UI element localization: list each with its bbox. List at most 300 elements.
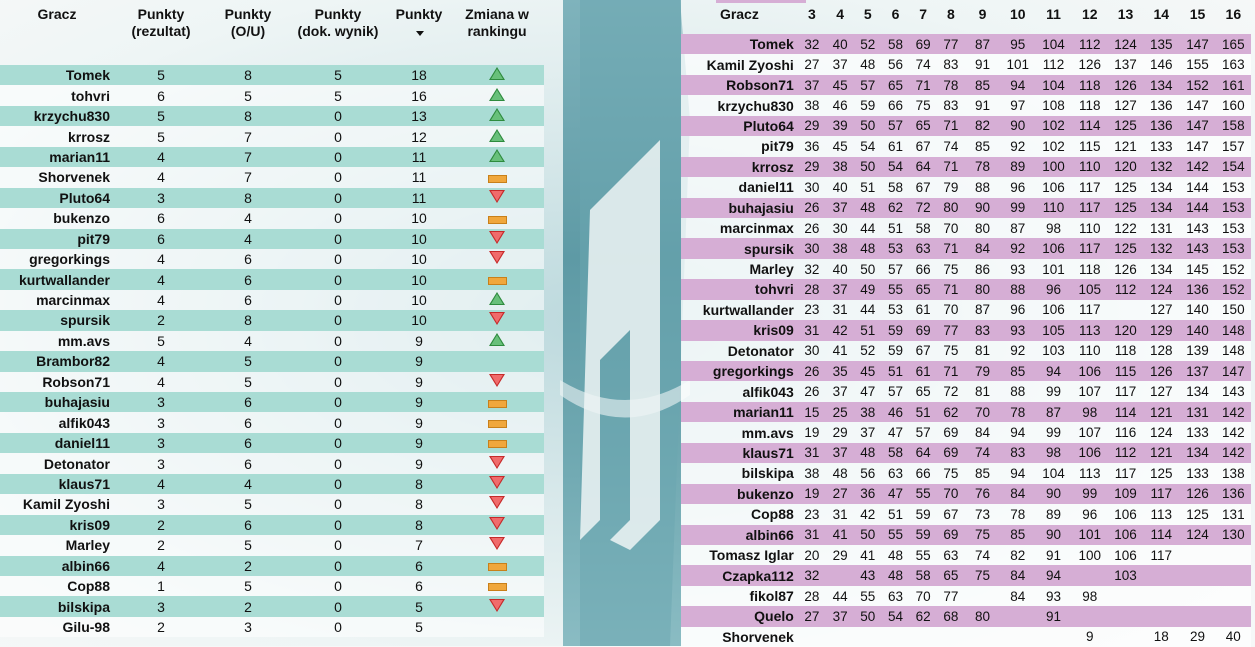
player-name: bilskipa	[681, 463, 798, 483]
cumulative-points-cell: 56	[854, 463, 881, 483]
rank-change	[450, 392, 544, 412]
points-ou: 4	[208, 331, 288, 351]
cumulative-points-cell: 69	[910, 320, 937, 340]
rank-change	[450, 351, 544, 371]
table-row	[0, 126, 544, 146]
cumulative-points-cell: 112	[1072, 34, 1108, 54]
table-row	[681, 116, 1251, 136]
cumulative-points-cell: 25	[826, 402, 854, 422]
points-exact: 0	[288, 229, 388, 249]
cumulative-points-cell: 27	[826, 484, 854, 504]
cumulative-points-cell: 70	[910, 586, 937, 606]
table-row	[0, 351, 544, 371]
cumulative-points-cell: 74	[910, 54, 937, 74]
dash-icon	[488, 563, 507, 571]
cumulative-points-cell: 59	[881, 341, 909, 361]
cumulative-points-cell: 132	[1143, 157, 1179, 177]
points-ou: 8	[208, 106, 288, 126]
cumulative-points-cell: 32	[798, 565, 826, 585]
cumulative-points-cell: 27	[798, 54, 826, 74]
header-points[interactable]: Punkty	[388, 0, 450, 65]
table-row	[681, 443, 1251, 463]
points-total: 10	[388, 290, 450, 310]
player-name: gregorkings	[0, 249, 114, 269]
player-name: Tomek	[0, 65, 114, 85]
rank-change	[450, 85, 544, 105]
cumulative-points-cell: 114	[1143, 525, 1179, 545]
cumulative-points-cell: 41	[826, 341, 854, 361]
cumulative-points-cell: 38	[798, 463, 826, 483]
header-round[interactable]: 14	[1153, 6, 1170, 22]
cumulative-points-cell: 75	[965, 525, 1000, 545]
cumulative-points-cell: 92	[1000, 238, 1035, 258]
cumulative-points-cell	[1035, 627, 1071, 647]
player-name: marcinmax	[0, 290, 114, 310]
player-name: krzychu830	[681, 95, 798, 115]
cumulative-points-cell: 38	[826, 238, 854, 258]
header-round[interactable]: 11	[1046, 6, 1061, 22]
cumulative-points-cell: 31	[798, 443, 826, 463]
header-round[interactable]: 15	[1189, 6, 1206, 22]
table-row	[0, 106, 544, 126]
cumulative-points-cell: 105	[1072, 279, 1108, 299]
cumulative-points-cell: 115	[1072, 136, 1108, 156]
cumulative-points-cell: 133	[1179, 463, 1215, 483]
player-name: spursik	[0, 310, 114, 330]
cumulative-points-cell: 30	[798, 341, 826, 361]
cumulative-points-cell: 90	[1035, 525, 1071, 545]
cumulative-points-cell: 140	[1179, 320, 1215, 340]
cumulative-points-cell	[1216, 606, 1251, 626]
rank-change	[450, 494, 544, 514]
cumulative-points-cell	[826, 627, 854, 647]
cumulative-points-cell: 40	[826, 177, 854, 197]
cumulative-points-cell: 88	[965, 177, 1000, 197]
cumulative-points-cell	[1000, 627, 1035, 647]
table-row	[681, 177, 1251, 197]
cumulative-points-cell: 71	[937, 361, 965, 381]
cumulative-points-cell: 70	[937, 300, 965, 320]
cumulative-points-cell: 50	[854, 116, 881, 136]
player-name: klaus71	[681, 443, 798, 463]
cumulative-points-cell: 143	[1179, 238, 1215, 258]
cumulative-points-cell: 117	[1143, 484, 1179, 504]
points-exact: 0	[288, 494, 388, 514]
points-total: 12	[388, 126, 450, 146]
player-name: Kamil Zyoshi	[681, 54, 798, 74]
cumulative-points-cell: 114	[1072, 116, 1108, 136]
cumulative-points-cell: 133	[1179, 422, 1215, 442]
header-points-exact[interactable]: Punkty (dok. wynik)	[297, 6, 379, 39]
triangle-down-icon	[489, 456, 505, 469]
cumulative-points-cell: 95	[1000, 34, 1035, 54]
cumulative-points-cell: 97	[1000, 95, 1035, 115]
cumulative-points-cell: 94	[1000, 463, 1035, 483]
cumulative-points-cell: 113	[1072, 463, 1108, 483]
cumulative-points-cell: 41	[826, 525, 854, 545]
header-round[interactable]: 5	[863, 6, 872, 22]
points-total: 9	[388, 412, 450, 432]
header-round[interactable]: 6	[891, 6, 900, 22]
cumulative-points-cell: 142	[1216, 422, 1251, 442]
player-name: Quelo	[681, 606, 798, 626]
cumulative-points-cell: 51	[881, 504, 909, 524]
cumulative-points-cell: 40	[826, 34, 854, 54]
cumulative-points-cell: 96	[1035, 279, 1071, 299]
player-name: Detonator	[0, 453, 114, 473]
cumulative-points-cell: 75	[910, 95, 937, 115]
player-name: Marley	[0, 535, 114, 555]
points-ou: 7	[208, 126, 288, 146]
cumulative-points-cell: 102	[1035, 136, 1071, 156]
points-total: 11	[388, 147, 450, 167]
cumulative-points-cell: 104	[1035, 463, 1071, 483]
points-ou: 7	[208, 167, 288, 187]
cumulative-points-cell: 113	[1072, 320, 1108, 340]
cumulative-points-cell: 101	[1035, 259, 1071, 279]
cumulative-points-cell: 65	[937, 565, 965, 585]
table-row	[681, 54, 1251, 74]
cumulative-points-cell: 54	[854, 136, 881, 156]
player-name: Shorvenek	[0, 167, 114, 187]
cumulative-points-cell: 54	[881, 157, 909, 177]
cumulative-points-cell: 92	[1000, 136, 1035, 156]
cumulative-points-cell: 29	[826, 422, 854, 442]
points-total: 10	[388, 269, 450, 289]
table-row	[0, 494, 544, 514]
cumulative-points-cell: 20	[798, 545, 826, 565]
cumulative-points-cell: 56	[881, 54, 909, 74]
points-ou: 5	[208, 535, 288, 555]
cumulative-points-cell: 32	[798, 34, 826, 54]
points-result: 4	[114, 249, 208, 269]
cumulative-points-cell: 93	[1035, 586, 1071, 606]
cumulative-points-cell: 52	[854, 34, 881, 54]
cumulative-points-cell: 118	[1108, 341, 1143, 361]
cumulative-points-cell: 70	[937, 484, 965, 504]
cumulative-points-cell: 58	[881, 34, 909, 54]
cumulative-points-cell: 75	[937, 259, 965, 279]
cumulative-points-cell: 106	[1035, 300, 1071, 320]
cumulative-points-cell: 57	[881, 381, 909, 401]
cumulative-points-cell: 148	[1216, 341, 1251, 361]
points-result: 6	[114, 85, 208, 105]
cumulative-points-cell: 106	[1072, 361, 1108, 381]
cumulative-points-cell: 53	[881, 238, 909, 258]
rank-change	[450, 515, 544, 535]
points-total: 11	[388, 167, 450, 187]
header-points-result[interactable]: Punkty (rezultat)	[131, 6, 191, 39]
points-exact: 0	[288, 351, 388, 371]
triangle-up-icon	[489, 292, 505, 305]
cumulative-points-cell: 84	[965, 238, 1000, 258]
header-round[interactable]: 3	[808, 6, 816, 22]
player-name: alfik043	[681, 381, 798, 401]
rank-change	[450, 576, 544, 596]
rank-change	[450, 331, 544, 351]
cumulative-points-cell: 48	[881, 565, 909, 585]
cumulative-points-cell: 84	[1000, 586, 1035, 606]
cumulative-points-cell: 143	[1179, 218, 1215, 238]
cumulative-points-cell: 65	[910, 116, 937, 136]
points-ou: 6	[208, 392, 288, 412]
cumulative-points-cell: 130	[1216, 525, 1251, 545]
cumulative-points-cell: 51	[881, 218, 909, 238]
cumulative-points-cell: 9	[1072, 627, 1108, 647]
player-name: bukenzo	[681, 484, 798, 504]
cumulative-points-cell	[1216, 586, 1251, 606]
cumulative-points-cell: 48	[854, 54, 881, 74]
triangle-up-icon	[489, 67, 505, 80]
rank-change	[450, 617, 544, 637]
header-round[interactable]: 7	[919, 6, 928, 22]
cumulative-points-cell: 134	[1179, 381, 1215, 401]
player-name: kris09	[0, 515, 114, 535]
rank-change	[450, 453, 544, 473]
triangle-down-icon	[489, 312, 505, 325]
rank-change	[450, 208, 544, 228]
cumulative-points-cell: 30	[798, 177, 826, 197]
table-row	[681, 34, 1251, 54]
cumulative-points-cell: 31	[798, 320, 826, 340]
rank-change	[450, 596, 544, 616]
cumulative-points-cell: 83	[1000, 443, 1035, 463]
cumulative-points-cell: 106	[1072, 443, 1108, 463]
cumulative-points-cell: 117	[1072, 177, 1108, 197]
player-name: albin66	[0, 556, 114, 576]
cumulative-points-cell: 79	[937, 177, 965, 197]
header-round[interactable]: 8	[946, 6, 955, 22]
triangle-down-icon	[489, 537, 505, 550]
player-name: Robson71	[0, 372, 114, 392]
points-ou: 2	[208, 596, 288, 616]
header-round[interactable]: 16	[1225, 6, 1242, 22]
player-name: kurtwallander	[0, 269, 114, 289]
cumulative-points-cell: 110	[1072, 218, 1108, 238]
cumulative-points-cell: 26	[798, 361, 826, 381]
cumulative-points-cell: 154	[1216, 157, 1251, 177]
cumulative-points-cell: 110	[1035, 198, 1071, 218]
table-row	[681, 341, 1251, 361]
cumulative-points-cell: 23	[798, 504, 826, 524]
dash-icon	[488, 400, 507, 408]
cumulative-points-cell: 99	[1035, 381, 1071, 401]
player-name: gregorkings	[681, 361, 798, 381]
triangle-down-icon	[489, 599, 505, 612]
cumulative-points-cell: 89	[1000, 157, 1035, 177]
triangle-up-icon	[489, 149, 505, 162]
cumulative-points-cell: 112	[1108, 443, 1143, 463]
cumulative-points-cell: 31	[798, 525, 826, 545]
table-row	[0, 617, 544, 637]
points-total: 10	[388, 249, 450, 269]
cumulative-points-cell: 50	[854, 606, 881, 626]
cumulative-points-cell: 107	[1072, 422, 1108, 442]
points-exact: 0	[288, 515, 388, 535]
cumulative-points-cell: 117	[1072, 300, 1108, 320]
table-row	[681, 545, 1251, 565]
header-round[interactable]: 13	[1117, 6, 1134, 22]
header-rank-change[interactable]: Zmiana w rankingu	[465, 6, 529, 39]
cumulative-points-cell: 31	[826, 300, 854, 320]
table-row	[681, 586, 1251, 606]
header-player[interactable]: Gracz	[719, 6, 759, 22]
points-total: 8	[388, 474, 450, 494]
points-ou: 6	[208, 515, 288, 535]
cumulative-points-cell: 68	[937, 606, 965, 626]
cumulative-points-cell: 35	[826, 361, 854, 381]
dash-icon	[488, 216, 507, 224]
points-exact: 0	[288, 167, 388, 187]
table-row	[0, 412, 544, 432]
points-result: 5	[114, 106, 208, 126]
points-total: 9	[388, 392, 450, 412]
cumulative-points-cell: 96	[1000, 177, 1035, 197]
table-row	[0, 433, 544, 453]
cumulative-points-cell: 31	[826, 504, 854, 524]
header-player[interactable]: Gracz	[37, 6, 77, 22]
cumulative-points-cell: 84	[965, 422, 1000, 442]
cumulative-points-cell: 61	[910, 300, 937, 320]
cumulative-points-cell: 153	[1216, 218, 1251, 238]
header-round[interactable]: 10	[1010, 6, 1026, 22]
cumulative-points-cell: 109	[1108, 484, 1143, 504]
cumulative-points-cell: 147	[1179, 34, 1215, 54]
cumulative-points-cell: 65	[881, 75, 909, 95]
cumulative-points-cell: 153	[1216, 177, 1251, 197]
cumulative-points-cell: 85	[965, 136, 1000, 156]
cumulative-points-cell: 124	[1108, 34, 1143, 54]
player-name: Cop88	[0, 576, 114, 596]
player-name: Shorvenek	[681, 627, 798, 647]
points-result: 4	[114, 147, 208, 167]
player-name: bukenzo	[0, 208, 114, 228]
table-row	[0, 85, 544, 105]
cumulative-points-cell: 71	[937, 279, 965, 299]
cumulative-points-cell: 125	[1108, 116, 1143, 136]
player-name: buhajasiu	[681, 198, 798, 218]
table-row	[0, 535, 544, 555]
cumulative-points-cell: 37	[854, 422, 881, 442]
cumulative-points-cell: 128	[1143, 341, 1179, 361]
table-row	[0, 269, 544, 289]
cumulative-points-cell: 113	[1143, 504, 1179, 524]
points-total: 6	[388, 556, 450, 576]
header-round[interactable]: 4	[836, 6, 844, 22]
cumulative-points-cell: 121	[1143, 402, 1179, 422]
cumulative-points-cell: 78	[1000, 402, 1035, 422]
player-name: marian11	[681, 402, 798, 422]
points-exact: 0	[288, 474, 388, 494]
table-row	[0, 65, 544, 85]
cumulative-points-cell: 91	[1035, 545, 1071, 565]
player-name: Tomek	[681, 34, 798, 54]
cumulative-points-cell: 82	[1000, 545, 1035, 565]
cumulative-points-cell: 152	[1216, 279, 1251, 299]
table-row	[681, 463, 1251, 483]
header-points-ou[interactable]: Punkty (O/U)	[224, 6, 272, 39]
cumulative-points-cell: 32	[798, 259, 826, 279]
dash-icon	[488, 440, 507, 448]
cumulative-points-cell	[1072, 565, 1108, 585]
triangle-up-icon	[489, 129, 505, 142]
rank-change	[450, 372, 544, 392]
cumulative-points-cell: 45	[854, 361, 881, 381]
rank-change	[450, 249, 544, 269]
cumulative-points-cell: 44	[826, 586, 854, 606]
cumulative-points-cell: 83	[965, 320, 1000, 340]
points-ou: 6	[208, 269, 288, 289]
cumulative-points-cell: 112	[1108, 279, 1143, 299]
points-exact: 0	[288, 556, 388, 576]
points-total: 8	[388, 494, 450, 514]
cumulative-points-cell: 131	[1143, 218, 1179, 238]
cumulative-points-cell: 120	[1108, 157, 1143, 177]
cumulative-points-cell: 87	[1000, 218, 1035, 238]
cumulative-points-cell: 15	[798, 402, 826, 422]
header-round[interactable]: 12	[1081, 6, 1098, 22]
cumulative-points-cell: 38	[798, 95, 826, 115]
cumulative-points-cell: 98	[1072, 586, 1108, 606]
table-row	[0, 167, 544, 187]
dash-icon	[488, 420, 507, 428]
cumulative-points-cell: 142	[1216, 443, 1251, 463]
cumulative-points-cell: 84	[1000, 565, 1035, 585]
cumulative-points-cell: 78	[965, 157, 1000, 177]
cumulative-points-cell: 50	[854, 259, 881, 279]
cumulative-points-cell: 146	[1143, 54, 1179, 74]
points-ou: 2	[208, 556, 288, 576]
cumulative-points-cell: 127	[1108, 95, 1143, 115]
points-ou: 6	[208, 453, 288, 473]
points-total: 8	[388, 515, 450, 535]
cumulative-points-cell: 92	[1000, 341, 1035, 361]
rank-change	[450, 167, 544, 187]
player-name: Robson71	[681, 75, 798, 95]
table-row	[0, 372, 544, 392]
points-result: 2	[114, 535, 208, 555]
table-row	[681, 627, 1251, 647]
points-ou: 5	[208, 576, 288, 596]
cumulative-points-cell: 62	[881, 198, 909, 218]
cumulative-points-cell: 94	[1000, 75, 1035, 95]
player-name: bilskipa	[0, 596, 114, 616]
cumulative-points-cell: 39	[826, 116, 854, 136]
cumulative-points-cell: 37	[826, 381, 854, 401]
cumulative-points-cell: 63	[881, 463, 909, 483]
cumulative-points-cell: 110	[1072, 157, 1108, 177]
sort-desc-icon[interactable]	[416, 31, 424, 36]
points-exact: 0	[288, 249, 388, 269]
cumulative-points-cell	[1143, 565, 1179, 585]
header-round[interactable]: 9	[978, 6, 987, 22]
cumulative-points-cell	[826, 565, 854, 585]
cumulative-points-cell: 89	[1035, 504, 1071, 524]
cumulative-points-cell: 121	[1108, 136, 1143, 156]
cumulative-points-cell: 61	[910, 361, 937, 381]
cumulative-points-cell: 58	[910, 218, 937, 238]
cumulative-points-cell: 85	[1000, 361, 1035, 381]
cumulative-points-cell: 27	[798, 606, 826, 626]
cumulative-points-cell: 110	[1072, 341, 1108, 361]
cumulative-points-cell: 90	[1035, 484, 1071, 504]
cumulative-points-cell: 99	[1035, 422, 1071, 442]
cumulative-points-cell: 28	[798, 586, 826, 606]
points-result: 3	[114, 188, 208, 208]
player-name: Tomasz Iglar	[681, 545, 798, 565]
cumulative-points-cell: 107	[1072, 381, 1108, 401]
cumulative-points-cell: 153	[1216, 238, 1251, 258]
